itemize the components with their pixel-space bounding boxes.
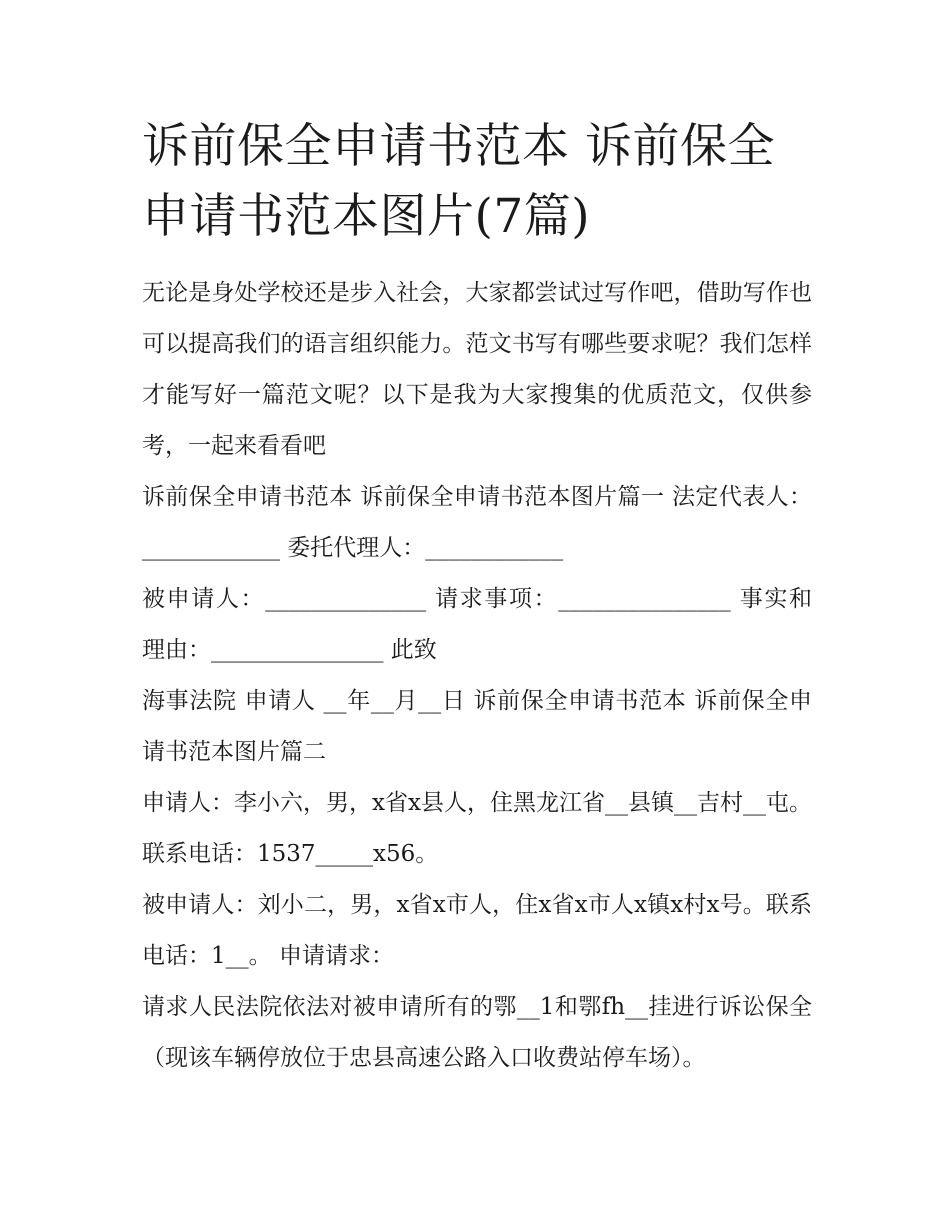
- court-date-paragraph: 海事法院 申请人 __年__月__日 诉前保全申请书范本 诉前保全申请书范本图片篇二: [142, 688, 812, 765]
- sample-one-paragraph: 诉前保全申请书范本 诉前保全申请书范本图片篇一 法定代表人：____________ 委托代理人：____________: [142, 484, 812, 561]
- document-title: 诉前保全申请书范本 诉前保全申请书范本图片(7篇): [142, 119, 775, 244]
- document-page: [142, 112, 812, 1084]
- applicant-paragraph: 申请人：李小六，男，x省x县人，住黑龙江省__县镇__吉村__屯。联系电话：1537_____x56。: [142, 790, 812, 867]
- request-paragraph: 请求人民法院依法对被申请所有的鄂__1和鄂fh__挂进行诉讼保全（现该车辆停放位于忠县高速公路入口收费站停车场）。: [142, 994, 812, 1071]
- respondent-request-paragraph: 被申请人：______________ 请求事项：_______________ 事实和理由：_______________ 此致: [142, 586, 812, 663]
- respondent-paragraph: 被申请人：刘小二，男，x省x市人，住x省x市人x镇x村x号。联系电话：1__。 申请请求：: [142, 892, 812, 969]
- intro-paragraph: 无论是身处学校还是步入社会，大家都尝试过写作吧，借助写作也可以提高我们的语言组织能力。范文书写有哪些要求呢？我们怎样才能写好一篇范文呢？以下是我为大家搜集的优质范文，仅供参考，一起来看看吧: [142, 280, 812, 459]
